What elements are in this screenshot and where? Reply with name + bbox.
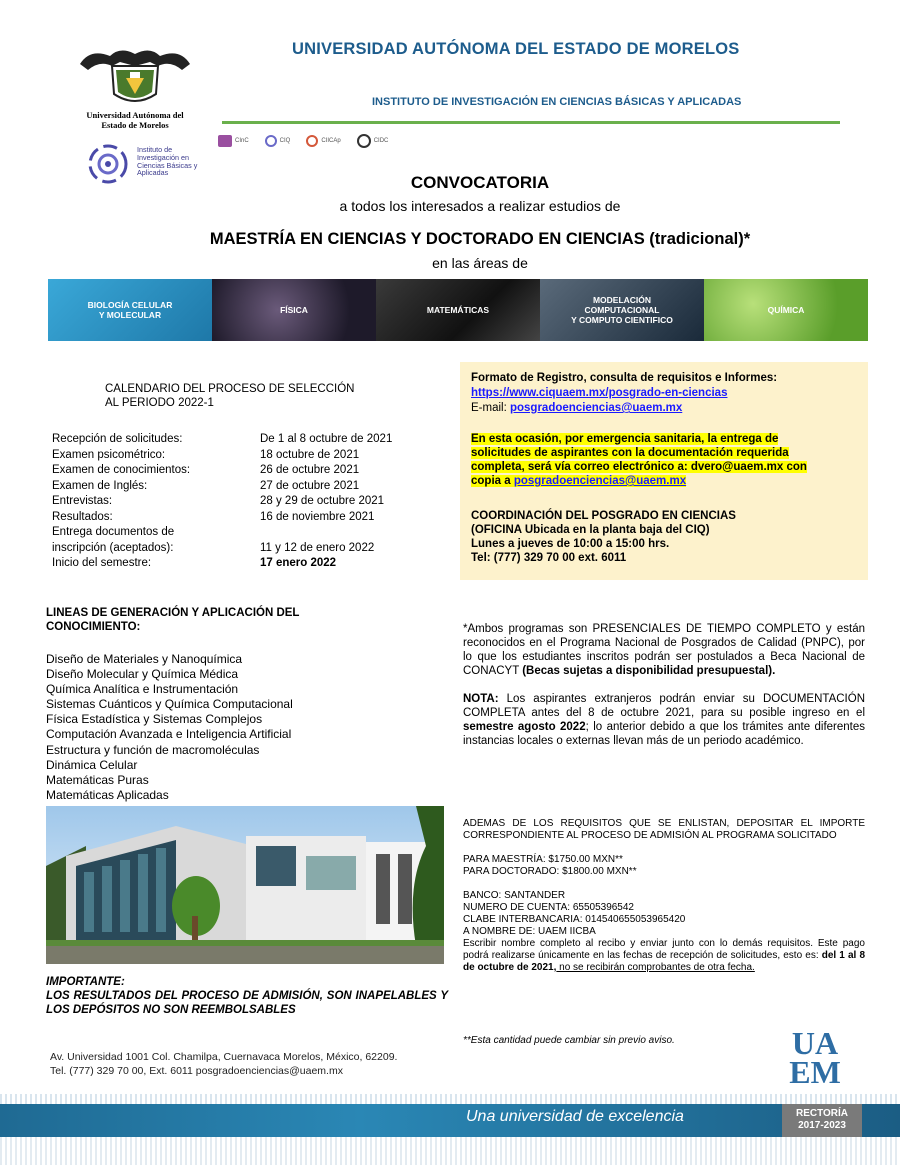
university-title: UNIVERSIDAD AUTÓNOMA DEL ESTADO DE MORELOS: [292, 40, 740, 58]
price-maestria: PARA MAESTRÍA: $1750.00 MXN**: [463, 854, 623, 865]
list-item: Diseño de Materiales y Nanoquímica: [46, 652, 243, 666]
partner-logo-2: CIQ: [265, 135, 291, 147]
calendar-row: Examen de Inglés: 27 de octubre 2021: [52, 479, 360, 492]
banner-modelacion: MODELACIÓN COMPUTACIONAL Y COMPUTO CIENTIFICO: [540, 279, 704, 341]
calendar-row: inscripción (aceptados): 11 y 12 de enero 2022: [52, 541, 375, 554]
list-item: Dinámica Celular: [46, 757, 138, 772]
list-item: Química Analítica e Instrumentación: [46, 682, 239, 697]
calendar-row: Entrevistas: 28 y 29 de octubre 2021: [52, 495, 385, 507]
list-item: Matemáticas Aplicadas: [46, 787, 169, 802]
logo-caption-line-2: Estado de Morelos: [101, 120, 169, 130]
logo-caption-line-1: Universidad Autónoma del: [86, 110, 184, 120]
emergency-notice: En esta ocasión, por emergencia sanitaria, la entrega de solicitudes de aspirantes con la documentación requerida completa, será vía correo electrónico a: dvero@uaem.mx con copia a posgradoenciencias@uaem.mx: [471, 433, 807, 487]
footer-bar: [0, 1104, 900, 1137]
iicba-logo-text: Instituto de Investigación en Ciencias Básicas y Aplicadas: [137, 145, 198, 178]
important-title: IMPORTANTE:: [46, 976, 125, 988]
calendar-row: Examen de conocimientos: 26 de octubre 2021: [52, 464, 360, 476]
registro-link[interactable]: https://www.ciquaem.mx/posgrado-en-ciencias: [471, 387, 728, 399]
price-footnote: **Esta cantidad puede cambiar sin previo aviso.: [463, 1035, 675, 1046]
list-item: Computación Avanzada e Inteligencia Artificial: [46, 727, 292, 742]
bank-account: NUMERO DE CUENTA: 65505396542: [463, 902, 634, 913]
info-email-row: E-mail: posgradoenciencias@uaem.mx: [471, 402, 683, 414]
price-doctorado: PARA DOCTORADO: $1800.00 MXN**: [463, 866, 637, 877]
areas-intro: en las áreas de: [432, 255, 528, 271]
uaem-logo-caption: [60, 110, 210, 130]
list-item: Matemáticas Puras: [46, 772, 149, 787]
partner-logo-4: CIDC: [357, 134, 389, 148]
payment-instructions: Escribir nombre completo al recibo y enviar junto con lo demás requisitos. Este pago podrá realizarse únicamente en las fechas de recepción de solicitudes, esto es: del 1 al 8 de octubre de 2021, no se recibirán comprobantes de otra fecha.: [463, 938, 865, 973]
footer-decoration-top: [0, 1094, 900, 1104]
nota-paragraph: NOTA: Los aspirantes extranjeros podrán enviar su DOCUMENTACIÓN COMPLETA antes del 8 de octubre 2021, para su posible ingreso en el semestre agosto 2022; lo anterior debido a que los trámites ante diferentes instancias locales o externas llevan más de un periodo académico.: [463, 693, 865, 747]
programs-info: [463, 622, 865, 748]
payment-requirements: [463, 818, 865, 974]
email-link[interactable]: posgradoenciencias@uaem.mx: [509, 402, 683, 414]
calendar-row: Resultados: 16 de noviembre 2021: [52, 510, 375, 523]
calendar-table: [52, 432, 422, 572]
banner-quimica: QUÍMICA: [704, 279, 868, 341]
banner-matematicas: MATEMÁTICAS: [376, 279, 540, 341]
building-photo: [46, 806, 444, 964]
header-divider: [222, 121, 840, 124]
list-item: Sistemas Cuánticos y Química Computacional: [46, 697, 293, 712]
programs-paragraph: *Ambos programas son PRESENCIALES DE TIEMPO COMPLETO y están reconocidos en el Programa Nacional de Posgrados de Calidad (PNPC), por lo que los estudiantes inscritos podrán ser postulados a Beca Nacional de CONACYT (Becas sujetas a disponibilidad presupuestal).: [463, 623, 865, 677]
req-intro: ADEMAS DE LOS REQUISITOS QUE SE ENLISTAN, DEPOSITAR EL IMPORTE CORRESPONDIENTE AL PROCESO DE ADMISIÓN AL PROGRAMA SOLICITADO: [463, 818, 865, 841]
list-item: Física Estadística y Sistemas Complejos: [46, 712, 263, 727]
bank-holder: A NOMBRE DE: UAEM IICBA: [463, 926, 596, 937]
calendar-row: Examen psicométrico: 18 octubre de 2021: [52, 448, 360, 461]
convocatoria-title: CONVOCATORIA: [410, 173, 550, 192]
bank-name: BANCO: SANTANDER: [463, 890, 566, 901]
info-registro: Formato de Registro, consulta de requisitos e Informes:: [471, 372, 778, 384]
partner-logo-3: CIICAp: [306, 135, 340, 147]
institute-title: INSTITUTO DE INVESTIGACIÓN EN CIENCIAS BÁSICAS Y APLICADAS: [372, 96, 742, 108]
areas-banner: [48, 279, 868, 341]
lines-title: LINEAS DE GENERACIÓN Y APLICACIÓN DEL CONOCIMIENTO:: [46, 607, 300, 633]
list-item: Diseño Molecular y Química Médica: [46, 667, 239, 682]
notice-email-link[interactable]: posgradoenciencias@uaem.mx: [513, 475, 687, 487]
calendar-row: Entrega documentos de: [52, 526, 175, 538]
info-url-row: [471, 386, 727, 400]
calendar-row: Inicio del semestre: 17 enero 2022: [52, 557, 337, 569]
important-text: LOS RESULTADOS DEL PROCESO DE ADMISIÓN, SON INAPELABLES Y LOS DEPÓSITOS NO SON REEMBOLSABLES: [46, 990, 448, 1016]
bank-clabe: CLABE INTERBANCARIA: 014540655053965420: [463, 914, 686, 925]
calendar-title: CALENDARIO DEL PROCESO DE SELECCIÓN AL PERIODO 2022-1: [105, 383, 355, 409]
calendar-row: Recepción de solicitudes: De 1 al 8 octubre de 2021: [52, 433, 393, 445]
address: Av. Universidad 1001 Col. Chamilpa, Cuernavaca Morelos, México, 62209. Tel. (777) 329 70 00, Ext. 6011 posgradoenciencias@uaem.mx: [50, 1051, 398, 1077]
rectoria-badge: RECTORÍA 2017-2023: [782, 1104, 862, 1137]
footer-slogan: Una universidad de excelencia: [466, 1108, 684, 1125]
footer-decoration-bottom: [0, 1137, 900, 1165]
convocatoria-subtitle: a todos los interesados a realizar estudios de: [339, 198, 621, 214]
program-title: MAESTRÍA EN CIENCIAS Y DOCTORADO EN CIENCIAS (tradicional)*: [209, 230, 751, 248]
important-notice: [46, 975, 448, 1017]
list-item: Estructura y función de macromoléculas: [46, 742, 260, 757]
lines-list: [46, 652, 293, 803]
coordination-info: COORDINACIÓN DEL POSGRADO EN CIENCIAS (OFICINA Ubicada en la planta baja del CIQ) Lunes a jueves de 10:00 a 15:00 hrs. Tel: (777) 329 70 00 ext. 6011: [471, 510, 736, 564]
banner-fisica: FÍSICA: [212, 279, 376, 341]
partner-logos: [218, 131, 448, 151]
banner-biologia: BIOLOGÍA CELULAR Y MOLECULAR: [48, 279, 212, 341]
partner-logo-1: CInC: [218, 135, 249, 147]
uaem-logo: UA EM: [789, 1025, 841, 1090]
